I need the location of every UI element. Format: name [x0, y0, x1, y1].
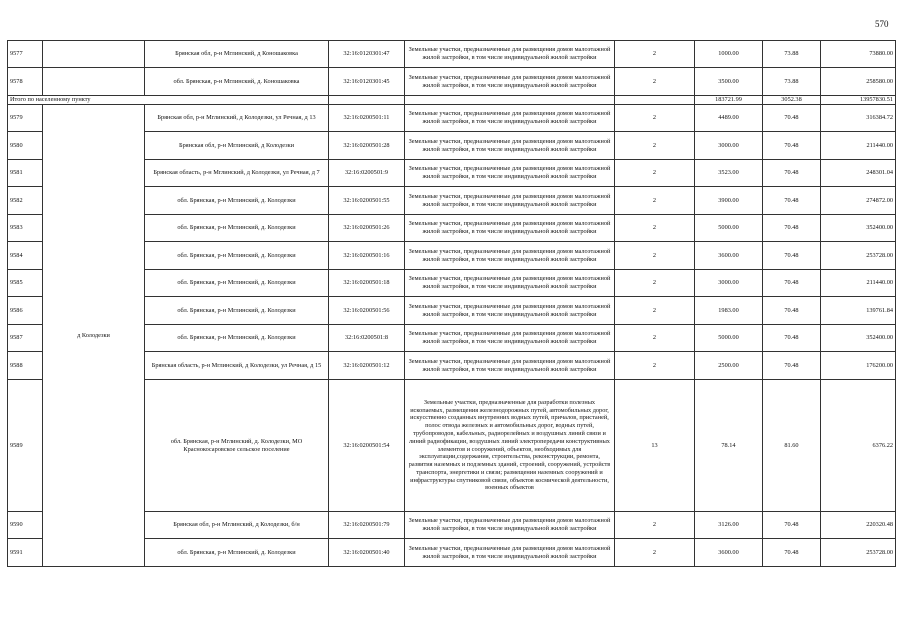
rate-cell: 70.48: [763, 242, 821, 270]
cadastral-number: 32:16:0200501:40: [329, 539, 405, 567]
locality-cell: [43, 41, 145, 68]
row-number: 9581: [8, 160, 43, 187]
land-use-cell: Земельные участки, предназначенные для размещения домов малоэтажной жилой застройки, в том числе индивидуальной жилой застройки: [405, 105, 615, 132]
land-use-cell: Земельные участки, предназначенные для размещения домов малоэтажной жилой застройки, в том числе индивидуальной жилой застройки: [405, 160, 615, 187]
row-number: 9587: [8, 325, 43, 352]
address-cell: Брянская обл, р-н Мглинский, д Колодезки: [145, 132, 329, 160]
cadastral-number: 32:16:0200501:54: [329, 380, 405, 512]
area-cell: 5000.00: [695, 325, 763, 352]
cadastral-number: 32:16:0200501:55: [329, 187, 405, 215]
value-cell: 258580.00: [821, 68, 896, 96]
address-cell: обл. Брянская, р-н Мглинский, д. Коношаковка: [145, 68, 329, 96]
land-use-cell: Земельные участки, предназначенные для размещения домов малоэтажной жилой застройки, в том числе индивидуальной жилой застройки: [405, 539, 615, 567]
area-cell: 3126.00: [695, 512, 763, 539]
subtotal-row: [8, 96, 896, 105]
area-cell: 3600.00: [695, 242, 763, 270]
group-cell: 2: [615, 215, 695, 242]
cadastral-number: 32:16:0120301:45: [329, 68, 405, 96]
group-cell: 2: [615, 512, 695, 539]
cadastral-number: 32:16:0120301:47: [329, 41, 405, 68]
cadastral-number: 32:16:0200501:8: [329, 325, 405, 352]
area-cell: 3523.00: [695, 160, 763, 187]
page-number: 570: [875, 19, 889, 29]
cadastral-value-table: [7, 40, 896, 567]
cadastral-number: 32:16:0200501:11: [329, 105, 405, 132]
rate-cell: 70.48: [763, 352, 821, 380]
address-cell: обл. Брянская, р-н Мглинский, д. Колодезки: [145, 242, 329, 270]
row-number: 9591: [8, 539, 43, 567]
rate-cell: 70.48: [763, 105, 821, 132]
group-cell: 2: [615, 41, 695, 68]
locality-name: д Колодезки: [43, 105, 145, 567]
address-cell: обл. Брянская, р-н Мглинский, д. Колодезки: [145, 297, 329, 325]
rate-cell: 70.48: [763, 325, 821, 352]
cadastral-number: 32:16:0200501:12: [329, 352, 405, 380]
value-cell: 352400.00: [821, 215, 896, 242]
group-cell: 2: [615, 187, 695, 215]
group-cell: 2: [615, 160, 695, 187]
value-cell: 211440.00: [821, 132, 896, 160]
rate-cell: 70.48: [763, 215, 821, 242]
land-use-cell: Земельные участки, предназначенные для разработки полезных ископаемых, размещения железнодорожных путей, автомобильных дорог, искусственно созданных внутренних водных путей, причалов, пристаней, полос отвода железных и автомобильных дорог, водных путей, трубопроводов, кабельных, радиорелейных и воздушных линий связи и линий радиофикации, воздушных линий электропередачи конструктивных элементов и сооружений, объектов, необходимых для эксплуатации,содержания, строительства, реконструкции, ремонта, развития наземных и подземных зданий, строений, сооружений, устройств транспорта, энергетики и связи; размещения наземных сооружений и инфраструктуры спутниковой связи, объектов космической деятельности, военных объектов: [405, 380, 615, 512]
address-cell: обл. Брянская, р-н Мглинский, д. Колодезки: [145, 539, 329, 567]
row-number: 9589: [8, 380, 43, 512]
rate-cell: 70.48: [763, 160, 821, 187]
row-number: 9580: [8, 132, 43, 160]
land-use-cell: Земельные участки, предназначенные для размещения домов малоэтажной жилой застройки, в том числе индивидуальной жилой застройки: [405, 352, 615, 380]
area-cell: 3900.00: [695, 187, 763, 215]
row-number: 9579: [8, 105, 43, 132]
area-cell: 1983.00: [695, 297, 763, 325]
address-cell: Брянская обл, р-н Мглинский, д Колодезки, б/н: [145, 512, 329, 539]
rate-cell: 70.48: [763, 297, 821, 325]
rate-cell: 70.48: [763, 512, 821, 539]
locality-cell: [43, 68, 145, 96]
cadastral-number: 32:16:0200501:79: [329, 512, 405, 539]
value-cell: 139761.84: [821, 297, 896, 325]
address-cell: Брянская область, р-н Мглинский, д Колодезки, ул Речная, д 7: [145, 160, 329, 187]
address-cell: Брянская область, р-н Мглинский, д Колодезки, ул Речная, д 15: [145, 352, 329, 380]
rate-cell: 70.48: [763, 270, 821, 297]
area-cell: 1000.00: [695, 41, 763, 68]
area-cell: 3500.00: [695, 68, 763, 96]
cadastral-number: 32:16:0200501:18: [329, 270, 405, 297]
rate-cell: 70.48: [763, 187, 821, 215]
land-use-cell: Земельные участки, предназначенные для размещения домов малоэтажной жилой застройки, в том числе индивидуальной жилой застройки: [405, 242, 615, 270]
land-use-cell: Земельные участки, предназначенные для размещения домов малоэтажной жилой застройки, в том числе индивидуальной жилой застройки: [405, 41, 615, 68]
group-cell: 2: [615, 297, 695, 325]
table-body-before: [8, 41, 896, 96]
value-cell: 248301.04: [821, 160, 896, 187]
value-cell: 211440.00: [821, 270, 896, 297]
value-cell: 274872.00: [821, 187, 896, 215]
address-cell: Брянская обл, р-н Мглинский, д Колодезки, ул Речная, д 13: [145, 105, 329, 132]
group-cell: 2: [615, 352, 695, 380]
address-cell: обл. Брянская, р-н Мглинский, д. Колодезки: [145, 270, 329, 297]
land-use-cell: Земельные участки, предназначенные для размещения домов малоэтажной жилой застройки, в том числе индивидуальной жилой застройки: [405, 512, 615, 539]
row-number: 9578: [8, 68, 43, 96]
row-number: 9584: [8, 242, 43, 270]
group-cell: 2: [615, 132, 695, 160]
subtotal-area: 183721.99: [695, 96, 763, 105]
rate-cell: 73.88: [763, 68, 821, 96]
table-row: [8, 105, 896, 132]
value-cell: 352400.00: [821, 325, 896, 352]
area-cell: 78.14: [695, 380, 763, 512]
area-cell: 3600.00: [695, 539, 763, 567]
area-cell: 5000.00: [695, 215, 763, 242]
cadastral-number: 32:16:0200501:26: [329, 215, 405, 242]
area-cell: 4489.00: [695, 105, 763, 132]
land-use-cell: Земельные участки, предназначенные для размещения домов малоэтажной жилой застройки, в том числе индивидуальной жилой застройки: [405, 68, 615, 96]
group-cell: 2: [615, 105, 695, 132]
land-use-cell: Земельные участки, предназначенные для размещения домов малоэтажной жилой застройки, в том числе индивидуальной жилой застройки: [405, 215, 615, 242]
land-use-cell: Земельные участки, предназначенные для размещения домов малоэтажной жилой застройки, в том числе индивидуальной жилой застройки: [405, 132, 615, 160]
address-cell: обл. Брянская, р-н Мглинский, д. Колодезки: [145, 187, 329, 215]
group-cell: 13: [615, 380, 695, 512]
area-cell: 3000.00: [695, 270, 763, 297]
land-use-cell: Земельные участки, предназначенные для размещения домов малоэтажной жилой застройки, в том числе индивидуальной жилой застройки: [405, 297, 615, 325]
row-number: 9585: [8, 270, 43, 297]
area-cell: 2500.00: [695, 352, 763, 380]
address-cell: обл. Брянская, р-н Мглинский, д. Колодезки, МО Краснокосаровское сельское поселение: [145, 380, 329, 512]
address-cell: Брянская обл, р-н Мглинский, д Коношаковка: [145, 41, 329, 68]
rate-cell: 81.60: [763, 380, 821, 512]
value-cell: 316384.72: [821, 105, 896, 132]
value-cell: 253728.00: [821, 242, 896, 270]
table-body-after: [8, 105, 896, 567]
cadastral-number: 32:16:0200501:28: [329, 132, 405, 160]
subtotal-rate: 3052.38: [763, 96, 821, 105]
value-cell: 220320.48: [821, 512, 896, 539]
row-number: 9590: [8, 512, 43, 539]
row-number: 9582: [8, 187, 43, 215]
row-number: 9583: [8, 215, 43, 242]
table-row: [8, 41, 896, 68]
value-cell: 253728.00: [821, 539, 896, 567]
area-cell: 3000.00: [695, 132, 763, 160]
row-number: 9588: [8, 352, 43, 380]
land-use-cell: Земельные участки, предназначенные для размещения домов малоэтажной жилой застройки, в том числе индивидуальной жилой застройки: [405, 187, 615, 215]
table-row: [8, 68, 896, 96]
subtotal-value: 13957830.51: [821, 96, 896, 105]
cadastral-number: 32:16:0200501:56: [329, 297, 405, 325]
rate-cell: 70.48: [763, 132, 821, 160]
value-cell: 6376.22: [821, 380, 896, 512]
rate-cell: 73.88: [763, 41, 821, 68]
address-cell: обл. Брянская, р-н Мглинский, д. Колодезки: [145, 325, 329, 352]
subtotal-label: Итого по населенному пункту: [8, 96, 329, 105]
group-cell: 2: [615, 68, 695, 96]
address-cell: обл. Брянская, р-н Мглинский, д. Колодезки: [145, 215, 329, 242]
value-cell: 176200.00: [821, 352, 896, 380]
group-cell: 2: [615, 325, 695, 352]
value-cell: 73880.00: [821, 41, 896, 68]
row-number: 9577: [8, 41, 43, 68]
cadastral-number: 32:16:0200501:9: [329, 160, 405, 187]
land-use-cell: Земельные участки, предназначенные для размещения домов малоэтажной жилой застройки, в том числе индивидуальной жилой застройки: [405, 325, 615, 352]
rate-cell: 70.48: [763, 539, 821, 567]
cadastral-number: 32:16:0200501:16: [329, 242, 405, 270]
group-cell: 2: [615, 539, 695, 567]
group-cell: 2: [615, 242, 695, 270]
row-number: 9586: [8, 297, 43, 325]
land-use-cell: Земельные участки, предназначенные для размещения домов малоэтажной жилой застройки, в том числе индивидуальной жилой застройки: [405, 270, 615, 297]
group-cell: 2: [615, 270, 695, 297]
